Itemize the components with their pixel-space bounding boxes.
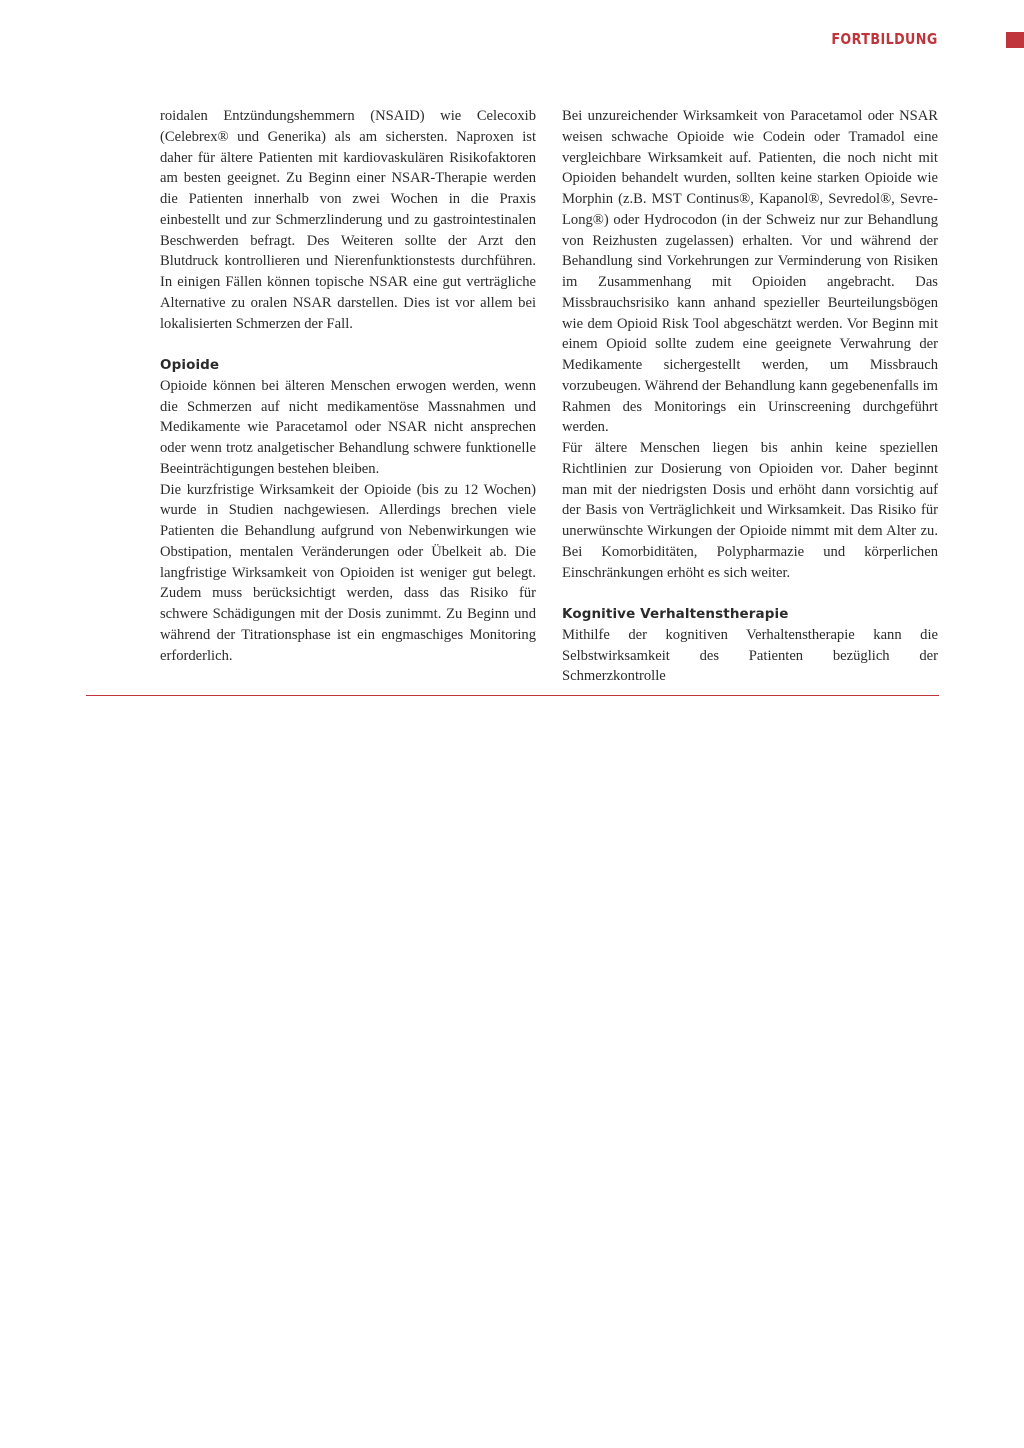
footer-divider xyxy=(86,695,939,696)
paragraph: Die kurzfristige Wirksamkeit der Opioide (bis zu 12 Wochen) wurde in Studien nachgewiesen. Allerdings brechen viele Patienten die Behandlung aufgrund von Nebenwirkungen wie Obstipation, mentalen Veränderungen oder Übelkeit ab. Die langfristige Wirksamkeit von Opioiden ist weniger gut belegt. Zudem muss berücksichtigt werden, dass das Risiko für schwere Schädigungen mit der Dosis zunimmt. Zu Beginn und während der Titrationsphase ist ein engmaschiges Monitoring erforderlich. xyxy=(160,481,536,664)
paragraph: Für ältere Menschen liegen bis anhin keine speziellen Richtlinien zur Dosierung von Opioiden vor. Daher beginnt man mit der niedrigsten Dosis und erhöht dann vorsichtig auf der Basis von Verträglichkeit und Wirksamkeit. Das Risiko für unerwünschte Wirkungen der Opioide nimmt mit dem Alter zu. Bei Komorbiditäten, Polypharmazie und körperlichen Einschränkungen erhöht es sich weiter. xyxy=(562,440,938,581)
paragraph: Opioide können bei älteren Menschen erwogen werden, wenn die Schmerzen auf nicht medikamentöse Massnahmen und Medikamente wie Paracetamol oder NSAR nicht ansprechen oder wenn trotz analgetischer Behandlung schwere funktionelle Beeinträchtigungen bestehen bleiben. xyxy=(160,377,536,477)
left-column xyxy=(160,106,536,666)
heading-kognitive-verhaltenstherapie: Kognitive Verhaltenstherapie xyxy=(562,606,789,622)
heading-opioide: Opioide xyxy=(160,357,220,373)
section-label: FORTBILDUNG xyxy=(831,30,938,48)
paragraph: Bei unzureichender Wirksamkeit von Paracetamol oder NSAR weisen schwache Opioide wie Codein oder Tramadol eine vergleichbare Wirksamkeit auf. Patienten, die noch nicht mit Opioiden behandelt wurden, sollten keine starken Opioide wie Morphin (z.B. MST Continus®, Kapanol®, Sevredol®, Sevre-Long®) oder Hydrocodon (in der Schweiz nur zur Behandlung von Reizhusten zugelassen) erhalten. Vor und während der Behandlung sind Vorkehrungen zur Verminderung von Risiken im Zusammenhang mit Opioiden angebracht. Das Missbrauchsrisiko kann anhand spezieller Beurteilungsbögen wie dem Opioid Risk Tool abgeschätzt werden. Vor Beginn mit einem Opioid sollte zudem eine geeignete Verwahrung der Medikamente sichergestellt werden, um Missbrauch vorzubeugen. Während der Behandlung kann gegebenenfalls im Rahmen des Monitorings ein Urinscreening durchgeführt werden. xyxy=(562,108,938,436)
section-marker xyxy=(1006,32,1024,48)
right-column xyxy=(562,106,938,687)
paragraph: roidalen Entzündungshemmern (NSAID) wie Celecoxib (Celebrex® und Generika) als am sichersten. Naproxen ist daher für ältere Patienten mit kardiovaskulären Risikofaktoren am besten geeignet. Zu Beginn einer NSAR-Therapie werden die Patienten innerhalb von zwei Wochen in die Praxis einbestellt und zur Schmerzlinderung und zu gastrointestinalen Beschwerden befragt. Des Weiteren sollte der Arzt den Blutdruck kontrollieren und Nierenfunktionstests durchführen. In einigen Fällen können topische NSAR eine gut verträgliche Alternative zu oralen NSAR darstellen. Dies ist vor allem bei lokalisierten Schmerzen der Fall. xyxy=(160,108,536,332)
paragraph: Mithilfe der kognitiven Verhaltenstherapie kann die Selbstwirksamkeit des Patienten bezüglich der Schmerzkontrolle xyxy=(562,626,938,685)
